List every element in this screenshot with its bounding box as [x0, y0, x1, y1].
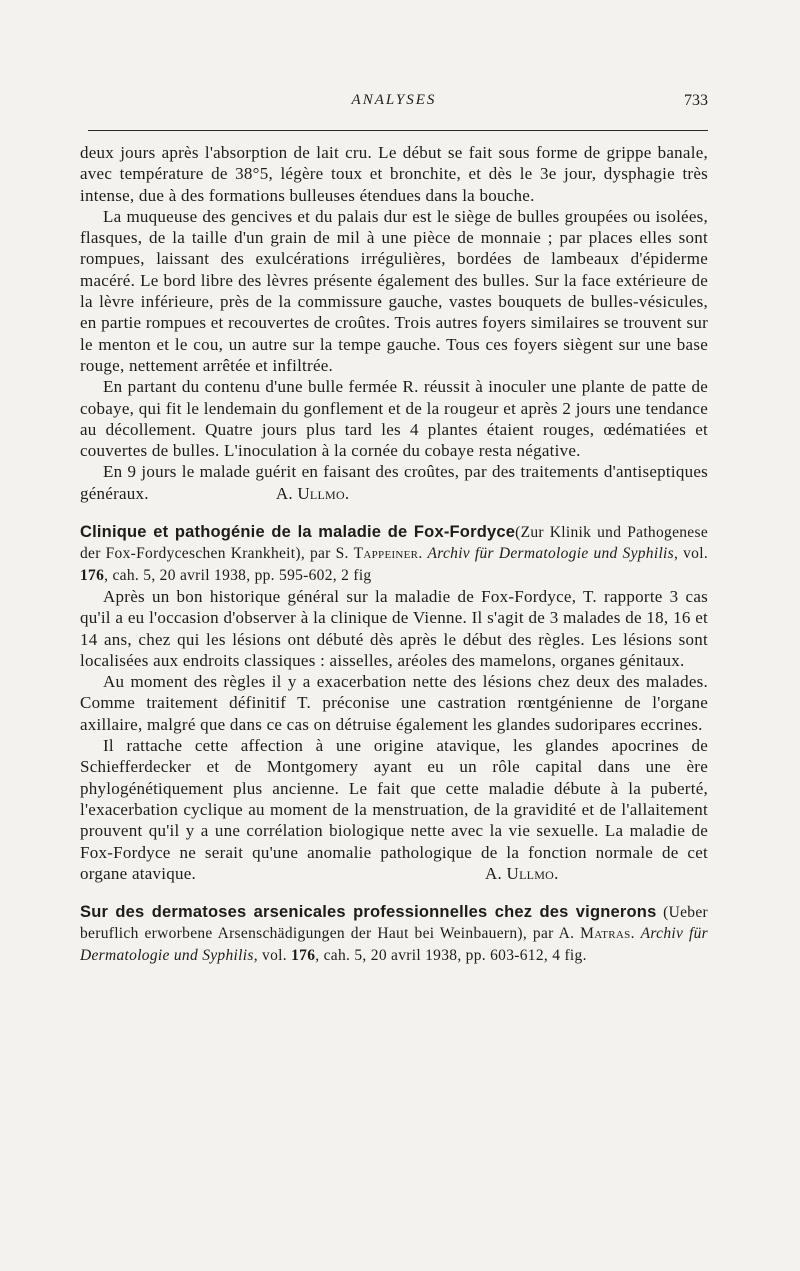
reference-volume: 176: [291, 946, 316, 964]
reference-volume-label: , vol.: [253, 946, 292, 964]
running-head: [80, 92, 708, 116]
paragraph: En partant du contenu d'une bulle fermée R. réussit à inoculer une plante de patte de cobaye, qui fit le lendemain du gonflement et de la rougeur et après 2 jours une tendance au décollement. Quatre jours plus tard les 4 plantes étaient rouges, œdématiées et couvertes de bulles. L'inoculation à la cornée du cobaye resta négative.: [80, 377, 708, 461]
header-rule: [88, 130, 708, 131]
page-number: 733: [684, 92, 708, 109]
article-title: Sur des dermatoses arsenicales professionnelles chez des vignerons: [80, 903, 657, 922]
paragraph-text: Il rattache cette affection à une origine atavique, les glandes apocrines de Schiefferdecker et de Montgomery ayant eu un rôle capital dans une ère phylogénétiquement plus ancienne. Le fait que cette maladie débute à la puberté, l'exacerbation cyclique au moment de la menstruation, de la gravidité et de l'allaitement prouvent qu'il y a une corrélation biologique nette avec la vie sexuelle. La maladie de Fox-Fordyce ne serait qu'une anomalie pathologique de la fonction normale de cet organe atavique.: [80, 736, 708, 883]
reference-details: , cah. 5, 20 avril 1938, pp. 595-602, 2 fig: [104, 566, 372, 584]
reference-author: Tappeiner: [353, 545, 419, 563]
author-signature: A. Ullmo.: [275, 483, 350, 503]
reference-separator: .: [418, 545, 428, 563]
reference-volume-label: , vol.: [674, 545, 708, 563]
paragraph-text: En 9 jours le malade guérit en faisant des croûtes, par des traitements d'antiseptiques généraux.: [80, 462, 708, 503]
running-title: ANALYSES: [351, 92, 437, 108]
reference-journal: Archiv für Dermatologie und Syphilis: [427, 545, 675, 563]
reference-text: (Zur Klinik und Pathogenese der Fox-Fordyceschen Krankheit), par S.: [80, 524, 708, 563]
reference-details: , cah. 5, 20 avril 1938, pp. 603-612, 4 fig.: [315, 946, 587, 964]
author-signature: A. Ullmo.: [485, 863, 559, 883]
paragraph: La muqueuse des gencives et du palais dur est le siège de bulles groupées ou isolées, flasques, de la taille d'un grain de mil à une pièce de monnaie ; par places elles sont rompues, laissant des exulcérations irrégulières, bordées de lambeaux d'épiderme macéré. Le bord libre des lèvres présente également des bulles. Sur la face extérieure de la lèvre inférieure, près de la commissure gauche, vastes bouquets de bulles-vésicules, en partie rompues et recouvertes de croûtes. Trois autres foyers similaires se trouvent sur le menton et le cou, un autre sur la tempe gauche. Tous ces foyers siègent sur une base rouge, nettement arrêtée et infiltrée.: [80, 206, 708, 375]
reference-author: Matras: [580, 925, 631, 943]
reference-volume: 176: [80, 566, 105, 584]
review-arsenic-dermatoses: [80, 902, 708, 966]
paragraph-with-signature: [80, 735, 708, 884]
article-continued: [80, 142, 708, 504]
reference-text: (Ueber beruflich erworbene Arsenschädigungen der Haut bei Weinbauern), par A.: [80, 904, 708, 943]
review-fox-fordyce: [80, 522, 708, 884]
reference-journal: Archiv für Dermatologie und Syphilis: [80, 925, 708, 964]
article-reference: [80, 522, 708, 586]
article-title: Clinique et pathogénie de la maladie de Fox-Fordyce: [80, 523, 516, 542]
reference-separator: .: [630, 925, 641, 943]
article-reference: [80, 902, 708, 966]
paragraph: Au moment des règles il y a exacerbation nette des lésions chez deux des malades. Comme traitement définitif T. préconise une castration rœntgénienne de l'organe axillaire, malgré que dans ce cas on détruise également les glandes sudoripares eccrines.: [80, 672, 708, 734]
paragraph: Après un bon historique général sur la maladie de Fox-Fordyce, T. rapporte 3 cas qu'il a eu l'occasion d'observer à la clinique de Vienne. Il s'agit de 3 malades de 18, 16 et 14 ans, chez qui les lésions ont débuté dès après le début des règles. Les lésions sont localisées aux endroits classiques : aisselles, aréoles des mamelons, organes génitaux.: [80, 586, 708, 670]
body-text: [80, 142, 708, 966]
paragraph: deux jours après l'absorption de lait cru. Le début se fait sous forme de grippe banale, avec température de 38°5, légère toux et bronchite, et dès le 3e jour, dysphagie très intense, due à des formations bulleuses étendues dans la bouche.: [80, 143, 708, 205]
paragraph-with-signature: [80, 461, 708, 504]
